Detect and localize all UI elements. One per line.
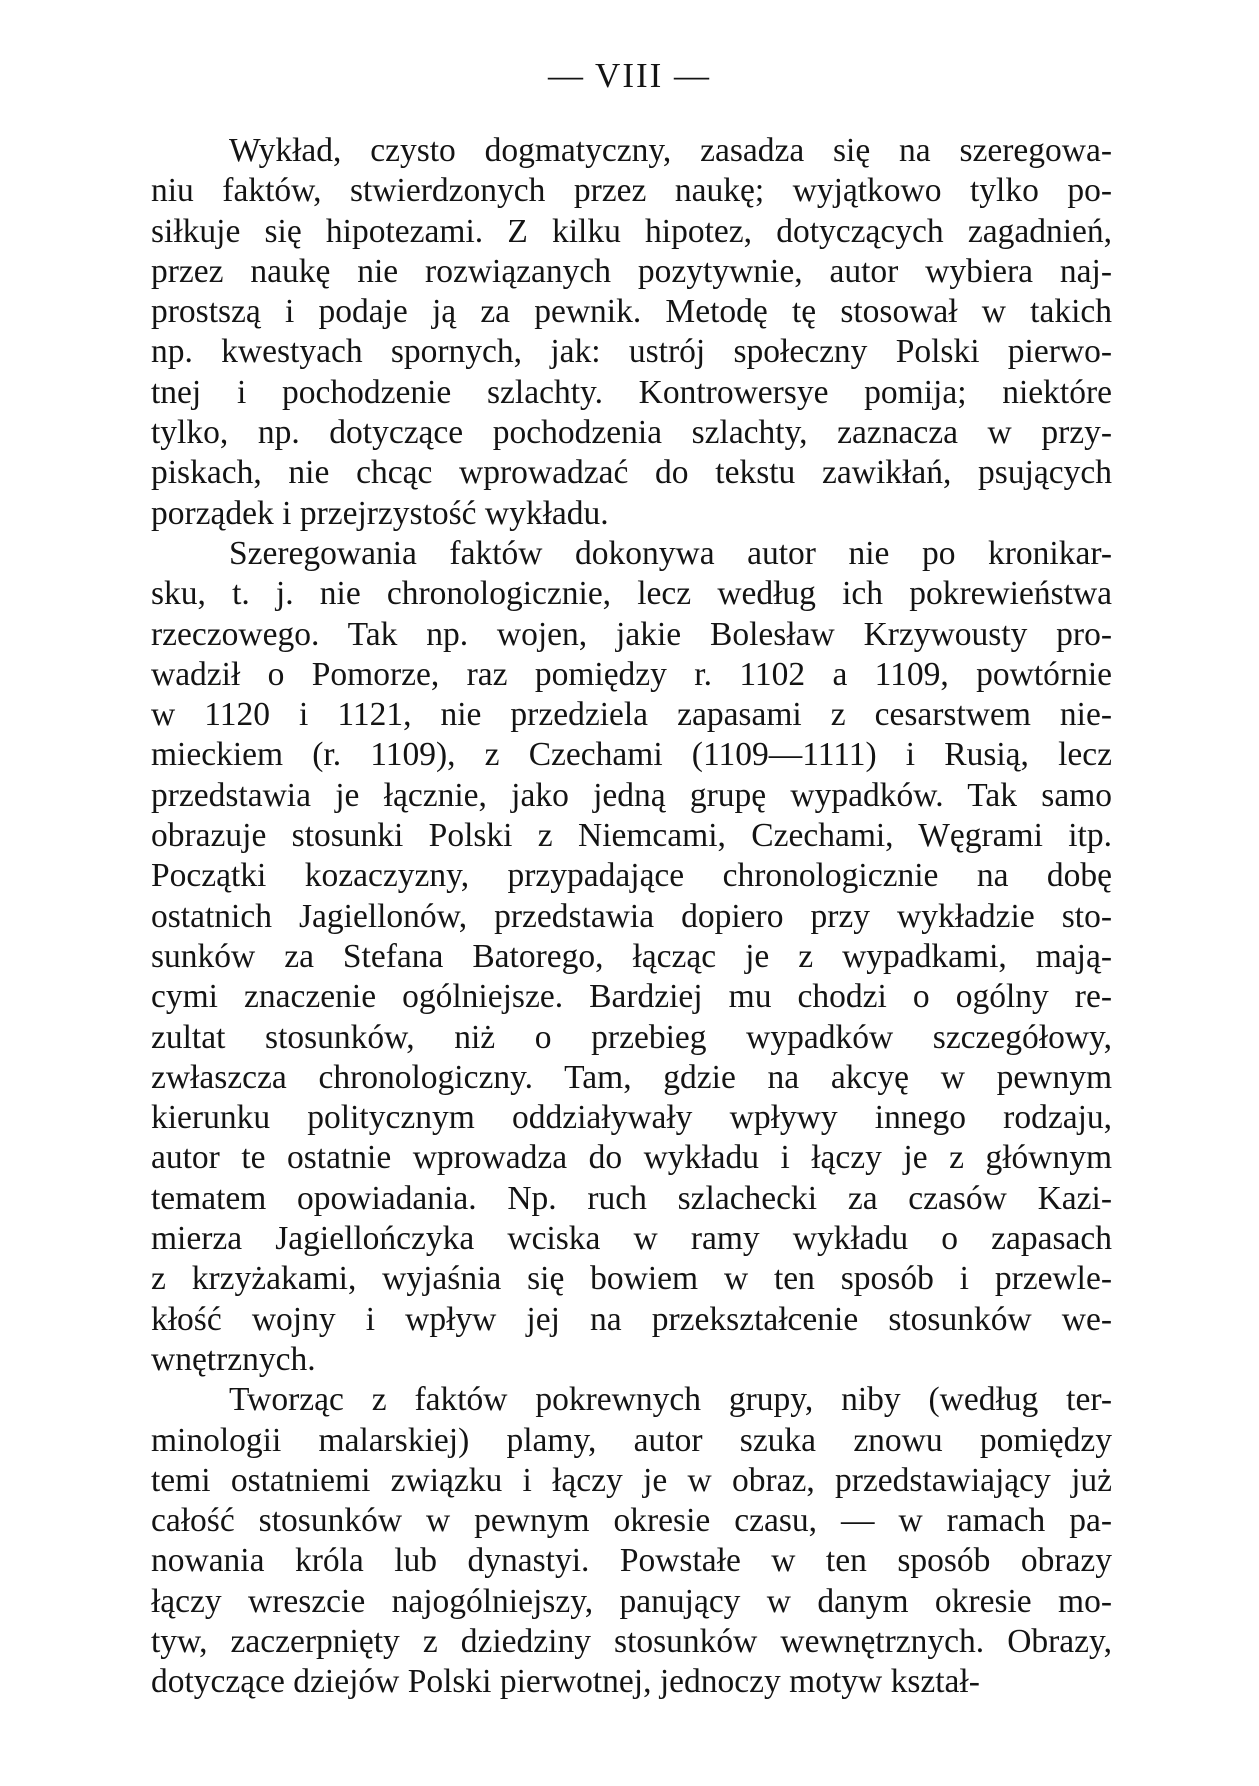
text-line: np. kwestyach spornych, jak: ustrój społeczny Polski pierwo- xyxy=(151,333,1112,371)
text-line: rzeczowego. Tak np. wojen, jakie Bolesław Krzywousty pro- xyxy=(151,615,1112,653)
text-line: cymi znaczenie ogólniejsze. Bardziej mu chodzi o ogólny re- xyxy=(151,978,1112,1016)
paragraph-2 xyxy=(151,534,1112,1380)
text-line: Tworząc z faktów pokrewnych grupy, niby (według ter- xyxy=(229,1381,1112,1419)
text-line: z krzyżakami, wyjaśnia się bowiem w ten sposób i przewle- xyxy=(151,1260,1112,1298)
text-line: całość stosunków w pewnym okresie czasu, — w ramach pa- xyxy=(151,1502,1112,1540)
text-line: łączy wreszcie najogólniejszy, panujący w danym okresie mo- xyxy=(151,1582,1112,1620)
text-line: tylko, np. dotyczące pochodzenia szlachty, zaznacza w przy- xyxy=(151,414,1112,452)
text-line: temi ostatniemi związku i łączy je w obraz, przedstawiający już xyxy=(151,1461,1112,1499)
text-line: zultat stosunków, niż o przebieg wypadków szczegółowy, xyxy=(151,1018,1112,1056)
text-line: siłkuje się hipotezami. Z kilku hipotez, dotyczących zagadnień, xyxy=(151,212,1112,250)
text-line: wnętrznych. xyxy=(151,1340,316,1378)
text-line: ostatnich Jagiellonów, przedstawia dopiero przy wykładzie sto- xyxy=(151,897,1112,935)
text-line: mierza Jagiellończyka wciska w ramy wykładu o zapasach xyxy=(151,1220,1112,1258)
body-text xyxy=(151,131,1112,1703)
text-line: prostszą i podaje ją za pewnik. Metodę tę stosował w takich xyxy=(151,293,1112,331)
text-line: niu faktów, stwierdzonych przez naukę; wyjątkowo tylko po- xyxy=(151,172,1112,210)
text-line: przedstawia je łącznie, jako jedną grupę wypadków. Tak samo xyxy=(151,776,1112,814)
text-line: obrazuje stosunki Polski z Niemcami, Czechami, Węgrami itp. xyxy=(151,817,1112,855)
text-line: minologii malarskiej) plamy, autor szuka znowu pomiędzy xyxy=(151,1421,1112,1459)
text-line: w 1120 i 1121, nie przedziela zapasami z cesarstwem nie- xyxy=(151,696,1112,734)
text-line: przez naukę nie rozwiązanych pozytywnie, autor wybiera naj- xyxy=(151,252,1112,290)
text-line: wadził o Pomorze, raz pomiędzy r. 1102 a 1109, powtórnie xyxy=(151,655,1112,693)
text-line: piskach, nie chcąc wprowadzać do tekstu zawikłań, psujących xyxy=(151,454,1112,492)
text-line: mieckiem (r. 1109), z Czechami (1109—1111) i Rusią, lecz xyxy=(151,736,1112,774)
running-head-page-number: — VIII — xyxy=(547,56,712,95)
text-line: kłość wojny i wpływ jej na przekształcenie stosunków we- xyxy=(151,1300,1112,1338)
text-line: autor te ostatnie wprowadza do wykładu i łączy je z głównym xyxy=(151,1139,1112,1177)
text-line: dotyczące dziejów Polski pierwotnej, jednoczy motyw kształ- xyxy=(151,1663,980,1701)
paragraph-3 xyxy=(151,1380,1112,1702)
text-line: kierunku politycznym oddziaływały wpływy innego rodzaju, xyxy=(151,1099,1112,1137)
text-line: sunków za Stefana Batorego, łącząc je z wypadkami, mają- xyxy=(151,937,1112,975)
text-line: Szeregowania faktów dokonywa autor nie po kronikar- xyxy=(229,534,1112,572)
text-line: nowania króla lub dynastyi. Powstałe w ten sposób obrazy xyxy=(151,1542,1112,1580)
text-line: tnej i pochodzenie szlachty. Kontrowersye pomija; niektóre xyxy=(151,373,1112,411)
text-line: porządek i przejrzystość wykładu. xyxy=(151,494,609,532)
text-line: tematem opowiadania. Np. ruch szlachecki za czasów Kazi- xyxy=(151,1179,1112,1217)
paragraph-1 xyxy=(151,131,1112,534)
text-line: zwłaszcza chronologiczny. Tam, gdzie na akcyę w pewnym xyxy=(151,1058,1112,1096)
text-line: Wykład, czysto dogmatyczny, zasadza się na szeregowa- xyxy=(229,132,1112,169)
text-line: Początki kozaczyzny, przypadające chronologicznie na dobę xyxy=(151,857,1112,895)
text-line: sku, t. j. nie chronologicznie, lecz według ich pokrewieństwa xyxy=(151,575,1112,613)
text-line: tyw, zaczerpnięty z dziedziny stosunków wewnętrznych. Obrazy, xyxy=(151,1622,1112,1660)
